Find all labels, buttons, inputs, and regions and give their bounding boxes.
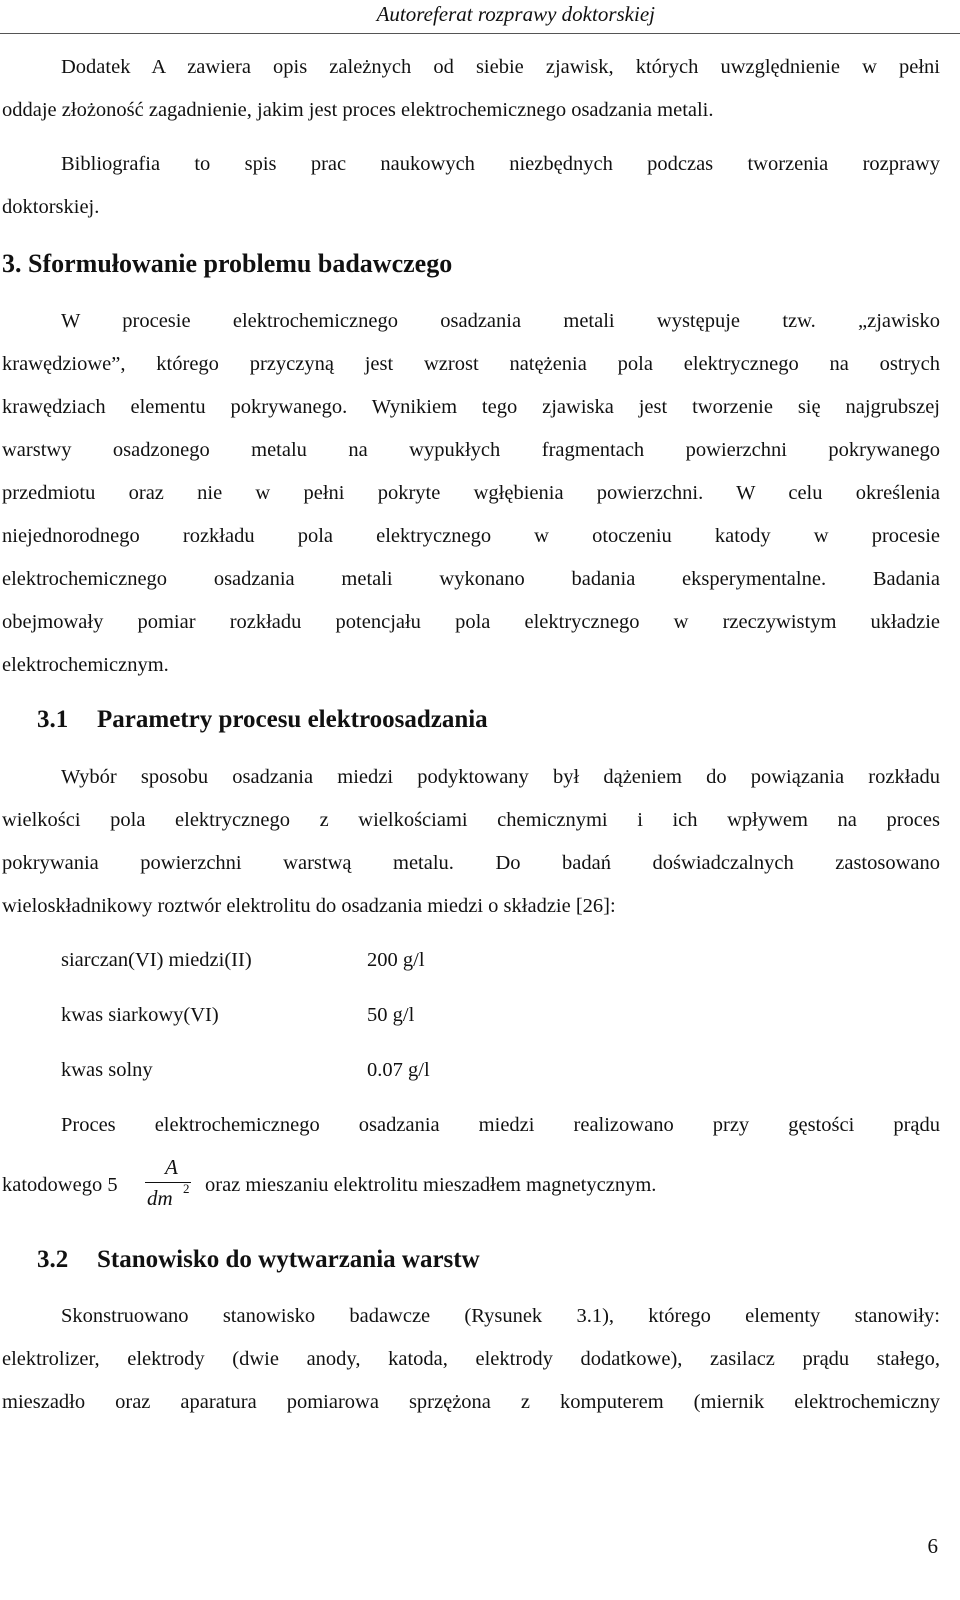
paragraph-line: Skonstruowano stanowisko badawcze (Rysunek 3.1), którego elementy stanowiły: (61, 1305, 940, 1327)
paragraph-line: elektrochemicznego osadzania metali wykonano badania eksperymentalne. Badania (2, 568, 940, 590)
fraction-exponent: 2 (183, 1181, 190, 1196)
paragraph-line: elektrolizer, elektrody (dwie anody, katoda, elektrody dodatkowe), zasilacz prądu stałego, (2, 1348, 940, 1370)
composition-component: kwas solny (61, 1059, 153, 1081)
paragraph-line: elektrochemicznym. (2, 654, 169, 676)
composition-value: 200 g/l (367, 949, 425, 971)
paragraph-line: Wybór sposobu osadzania miedzi podyktowany był dążeniem do powiązania rozkładu (61, 766, 940, 788)
paragraph-line: Dodatek A zawiera opis zależnych od siebie zjawisk, których uwzględnienie w pełni (61, 56, 940, 78)
paragraph-line: oddaje złożoność zagadnienie, jakim jest proces elektrochemicznego osadzania metali. (2, 99, 714, 121)
paragraph-line: obejmowały pomiar rozkładu potencjału pola elektrycznego w rzeczywistym układzie (2, 611, 940, 633)
subsection-title: Parametry procesu elektroosadzania (97, 706, 488, 733)
paragraph-line: W procesie elektrochemicznego osadzania metali występuje tzw. „zjawisko (61, 310, 940, 332)
running-header: Autoreferat rozprawy doktorskiej (376, 2, 655, 26)
fraction-denominator: dm (147, 1186, 173, 1210)
paragraph-line: Proces elektrochemicznego osadzania miedzi realizowano przy gęstości prądu (61, 1114, 940, 1136)
composition-component: kwas siarkowy(VI) (61, 1004, 219, 1026)
paragraph-line: niejednorodnego rozkładu pola elektrycznego w otoczeniu katody w procesie (2, 525, 940, 547)
subsection-number: 3.2 (37, 1246, 69, 1273)
current-density-prefix: katodowego 5 (2, 1174, 118, 1196)
subsection-heading (37, 705, 488, 735)
unit-fraction (145, 1155, 191, 1217)
composition-value: 0.07 g/l (367, 1059, 430, 1081)
paragraph-line: Bibliografia to spis prac naukowych niezbędnych podczas tworzenia rozprawy (61, 153, 940, 175)
paragraph-line: wieloskładnikowy roztwór elektrolitu do osadzania miedzi o składzie [26]: (2, 895, 616, 917)
composition-value: 50 g/l (367, 1004, 415, 1026)
current-density-suffix: oraz mieszaniu elektrolitu mieszadłem magnetycznym. (205, 1174, 657, 1196)
paragraph-line: przedmiotu oraz nie w pełni pokryte wgłębienia powierzchni. W celu określenia (2, 482, 940, 504)
section-heading: 3. Sformułowanie problemu badawczego (2, 249, 453, 278)
paragraph-line: doktorskiej. (2, 196, 100, 218)
fraction-numerator: A (165, 1155, 178, 1179)
subsection-number: 3.1 (37, 706, 69, 733)
paragraph-line: pokrywania powierzchni warstwą metalu. Do badań doświadczalnych zastosowano (2, 852, 940, 874)
header-divider (0, 33, 960, 34)
composition-component: siarczan(VI) miedzi(II) (61, 949, 252, 971)
paragraph-line: krawędziowe”, którego przyczyną jest wzrost natężenia pola elektrycznego na ostrych (2, 353, 940, 375)
subsection-heading (37, 1245, 480, 1275)
paragraph-line: wielkości pola elektrycznego z wielkościami chemicznymi i ich wpływem na proces (2, 809, 940, 831)
page-number: 6 (927, 1534, 938, 1558)
paragraph-line: krawędziach elementu pokrywanego. Wynikiem tego zjawiska jest tworzenie się najgrubszej (2, 396, 940, 418)
paragraph-line: mieszadło oraz aparatura pomiarowa sprzężona z komputerem (miernik elektrochemiczny (2, 1391, 940, 1413)
paragraph-line: warstwy osadzonego metalu na wypukłych fragmentach powierzchni pokrywanego (2, 439, 940, 461)
subsection-title: Stanowisko do wytwarzania warstw (97, 1246, 480, 1273)
